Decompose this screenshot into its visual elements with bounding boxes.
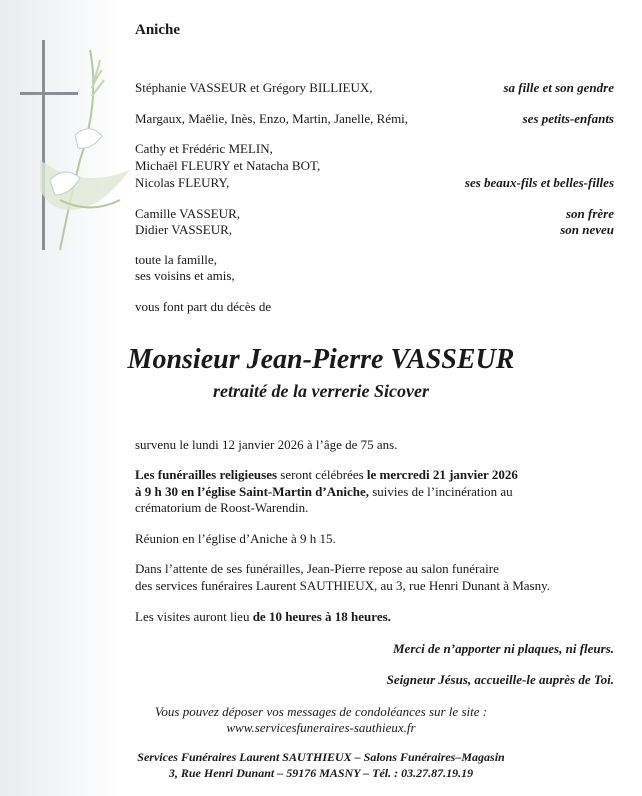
rest-line: des services funéraires Laurent SAUTHIEUX, au 3, rue Henri Dunant à Masny. — [135, 578, 551, 593]
footer-line: 3, Rue Henri Dunant – 59176 MASNY – Tél. : 03.27.87.19.19 — [168, 766, 474, 780]
cross-lily-icon — [20, 40, 140, 270]
announce-line: vous font part du décès de — [135, 299, 272, 314]
family-names: Michaël FLEURY et Natacha BOT, — [135, 158, 321, 173]
rest-line: Dans l’attente de ses funérailles, Jean-Pierre repose au salon funéraire — [135, 561, 499, 576]
family-names: Stéphanie VASSEUR et Grégory BILLIEUX, — [135, 80, 373, 95]
funeral-text: seront célébrées — [277, 467, 367, 482]
funeral-line-3: crématorium de Roost-Warendin. — [135, 500, 309, 515]
funeral-line-1 — [135, 467, 518, 483]
visits-line — [135, 609, 391, 625]
family-relation: ses petits-enfants — [522, 111, 614, 126]
death-line: survenu le lundi 12 janvier 2026 à l’âge de 75 ans. — [135, 437, 398, 452]
others-line: ses voisins et amis, — [135, 268, 235, 283]
meeting-line: Réunion en l’église d’Aniche à 9 h 15. — [135, 531, 336, 546]
family-names: Didier VASSEUR, — [135, 222, 233, 237]
family-names: Camille VASSEUR, — [135, 206, 240, 221]
funeral-line-2 — [135, 484, 513, 500]
family-names: Cathy et Frédéric MELIN, — [135, 141, 273, 156]
condolences-line: Vous pouvez déposer vos messages de condoléances sur le site : — [154, 704, 488, 719]
family-relation: ses beaux-fils et belles-filles — [464, 175, 614, 190]
deceased-name: Monsieur Jean-Pierre VASSEUR — [127, 344, 515, 375]
family-names: Nicolas FLEURY, — [135, 175, 230, 190]
family-relation: son neveu — [560, 222, 614, 237]
deceased-title: retraité de la verrerie Sicover — [213, 381, 429, 401]
others-line: toute la famille, — [135, 252, 217, 267]
funeral-date: le mercredi 21 janvier 2026 — [366, 467, 518, 482]
funeral-bold: Les funérailles religieuses — [135, 467, 278, 482]
visits-text: Les visites auront lieu — [135, 609, 253, 624]
funeral-text: suivies de l’incinération au — [369, 484, 513, 499]
prayer-line: Seigneur Jésus, accueille-le auprès de Toi. — [386, 672, 614, 687]
town-heading: Aniche — [135, 22, 180, 38]
footer-line: Services Funéraires Laurent SAUTHIEUX – Salons Funéraires–Magasin — [137, 750, 505, 764]
website-link[interactable]: www.servicesfuneraires-sauthieux.fr — [226, 720, 416, 735]
family-relation: son frère — [565, 206, 614, 221]
visits-hours: de 10 heures à 18 heures. — [252, 609, 391, 624]
family-names: Margaux, Maëlie, Inès, Enzo, Martin, Janelle, Rémi, — [135, 111, 409, 126]
family-relation: sa fille et son gendre — [503, 80, 614, 95]
funeral-place: à 9 h 30 en l’église Saint-Martin d’Aniche, — [135, 484, 369, 499]
no-flowers-line: Merci de n’apporter ni plaques, ni fleurs. — [392, 641, 614, 656]
